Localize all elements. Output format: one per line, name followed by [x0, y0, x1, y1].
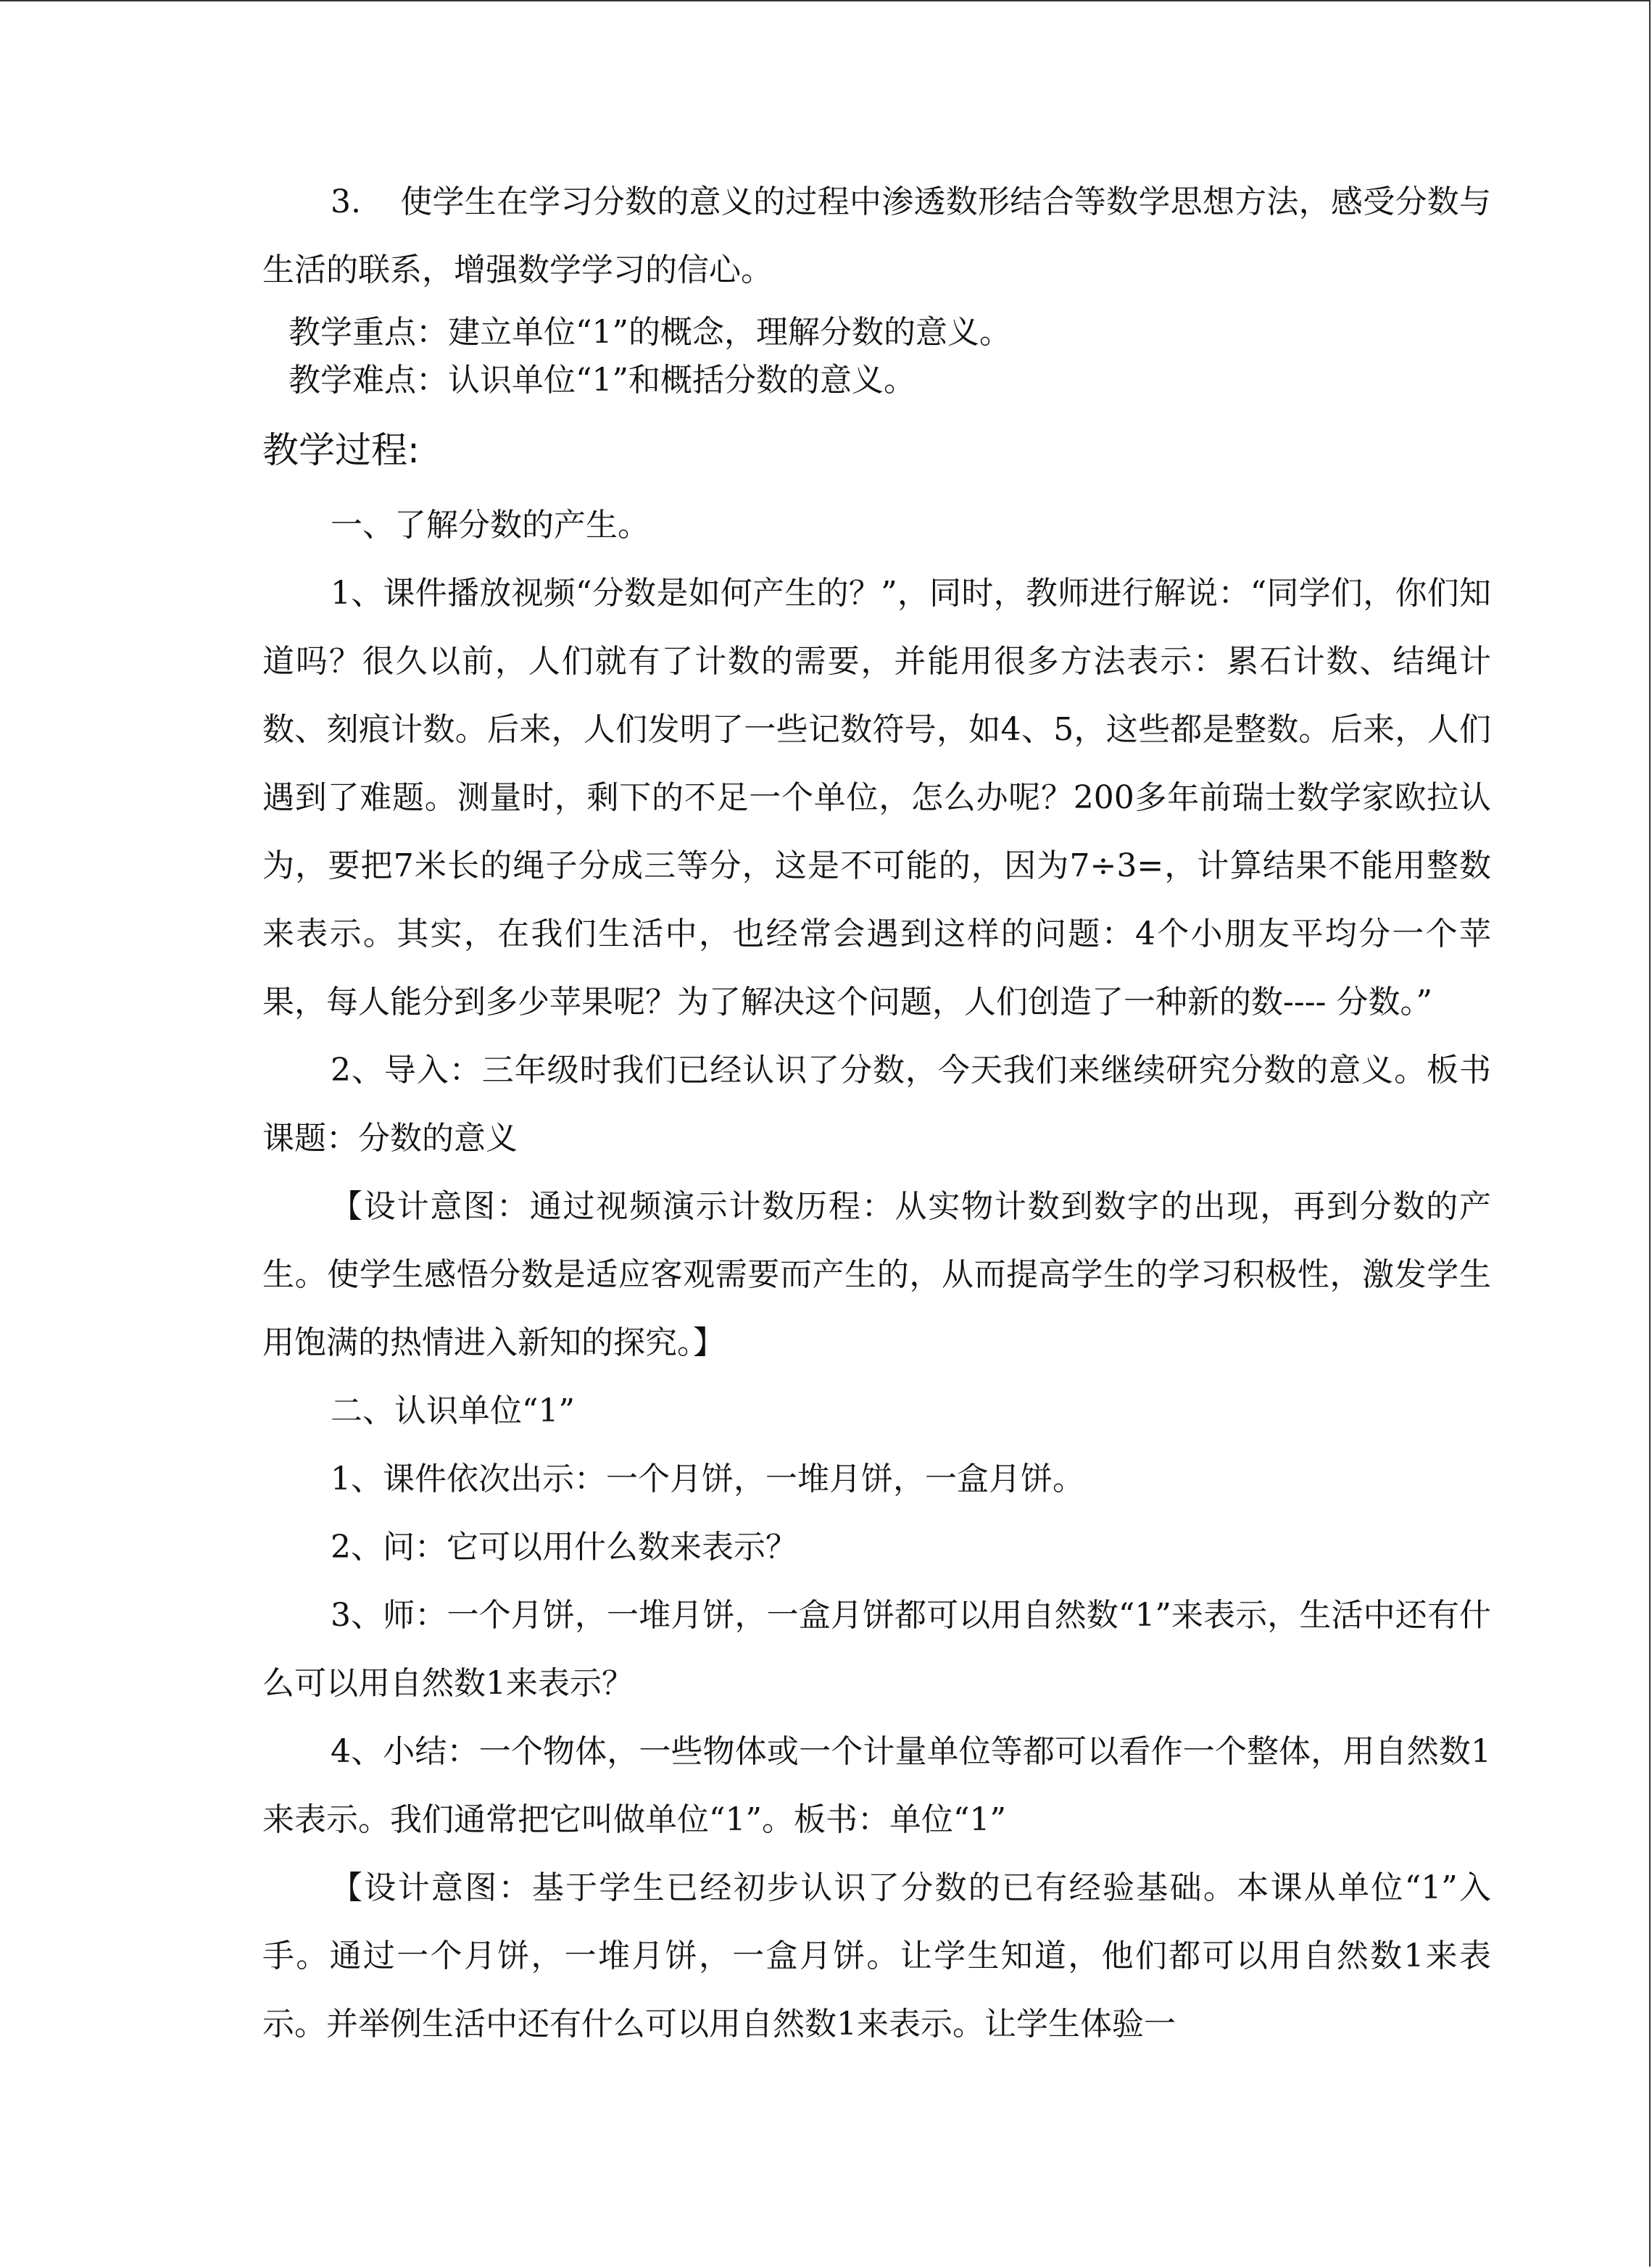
document-body — [262, 168, 1491, 2059]
paragraph: 2、导入：三年级时我们已经认识了分数，今天我们来继续研究分数的意义。板书课题：分数的意义 — [262, 1052, 1491, 1157]
paragraph: 3、师：一个月饼，一堆月饼，一盒月饼都可以用自然数“1”来表示，生活中还有什么可以用自然数1来表示？ — [262, 1597, 1491, 1702]
objective-number: 3. — [331, 183, 361, 220]
paragraph: 1、课件依次出示：一个月饼，一堆月饼，一盒月饼。 — [331, 1461, 1084, 1498]
process-heading: 教学过程: — [262, 429, 420, 471]
paragraph: 4、小结：一个物体，一些物体或一个计量单位等都可以看作一个整体，用自然数1来表示。我们通常把它叫做单位“1”。板书：单位“1” — [262, 1733, 1491, 1838]
design-intent-note: 【设计意图：基于学生已经初步认识了分数的已有经验基础。本课从单位“1”入手。通过一个月饼，一堆月饼，一盒月饼。让学生知道，他们都可以用自然数1来表示。并举例生活中还有什么可以用自然数1来表示。让学生体验一 — [262, 1869, 1491, 2043]
design-intent-note: 【设计意图：通过视频演示计数历程：从实物计数到数字的出现，再到分数的产生。使学生感悟分数是适应客观需要而产生的，从而提高学生的学习积极性，激发学生用饱满的热情进入新知的探究。】 — [262, 1188, 1491, 1361]
paragraph: 2、问：它可以用什么数来表示？ — [331, 1529, 797, 1566]
key-point: 教学重点：建立单位“1”的概念，理解分数的意义。 — [289, 314, 1011, 351]
objective-paragraph — [262, 168, 1491, 304]
difficult-point: 教学难点：认识单位“1”和概括分数的意义。 — [289, 362, 916, 399]
objective-text: 使学生在学习分数的意义的过程中渗透数形结合等数学思想方法，感受分数与生活的联系，增强数学学习的信心。 — [262, 183, 1491, 288]
section-title: 一、了解分数的产生。 — [331, 507, 649, 544]
paragraph: 1、课件播放视频“分数是如何产生的？”，同时，教师进行解说：“同学们，你们知道吗？很久以前，人们就有了计数的需要，并能用很多方法表示：累石计数、结绳计数、刻痕计数。后来，人们发明了一些记数符号，如4、5，这些都是整数。后来，人们遇到了难题。测量时，剩下的不足一个单位，怎么办呢？200多年前瑞士数学家欧拉认为，要把7米长的绳子分成三等分，这是不可能的，因为7÷3=，计算结果不能用整数来表示。其实，在我们生活中，也经常会遇到这样的问题：4个小朋友平均分一个苹果，每人能分到多少苹果呢？为了解决这个问题，人们创造了一种新的数---- 分数。” — [262, 575, 1491, 1021]
section-title: 二、认识单位“1” — [331, 1392, 575, 1429]
